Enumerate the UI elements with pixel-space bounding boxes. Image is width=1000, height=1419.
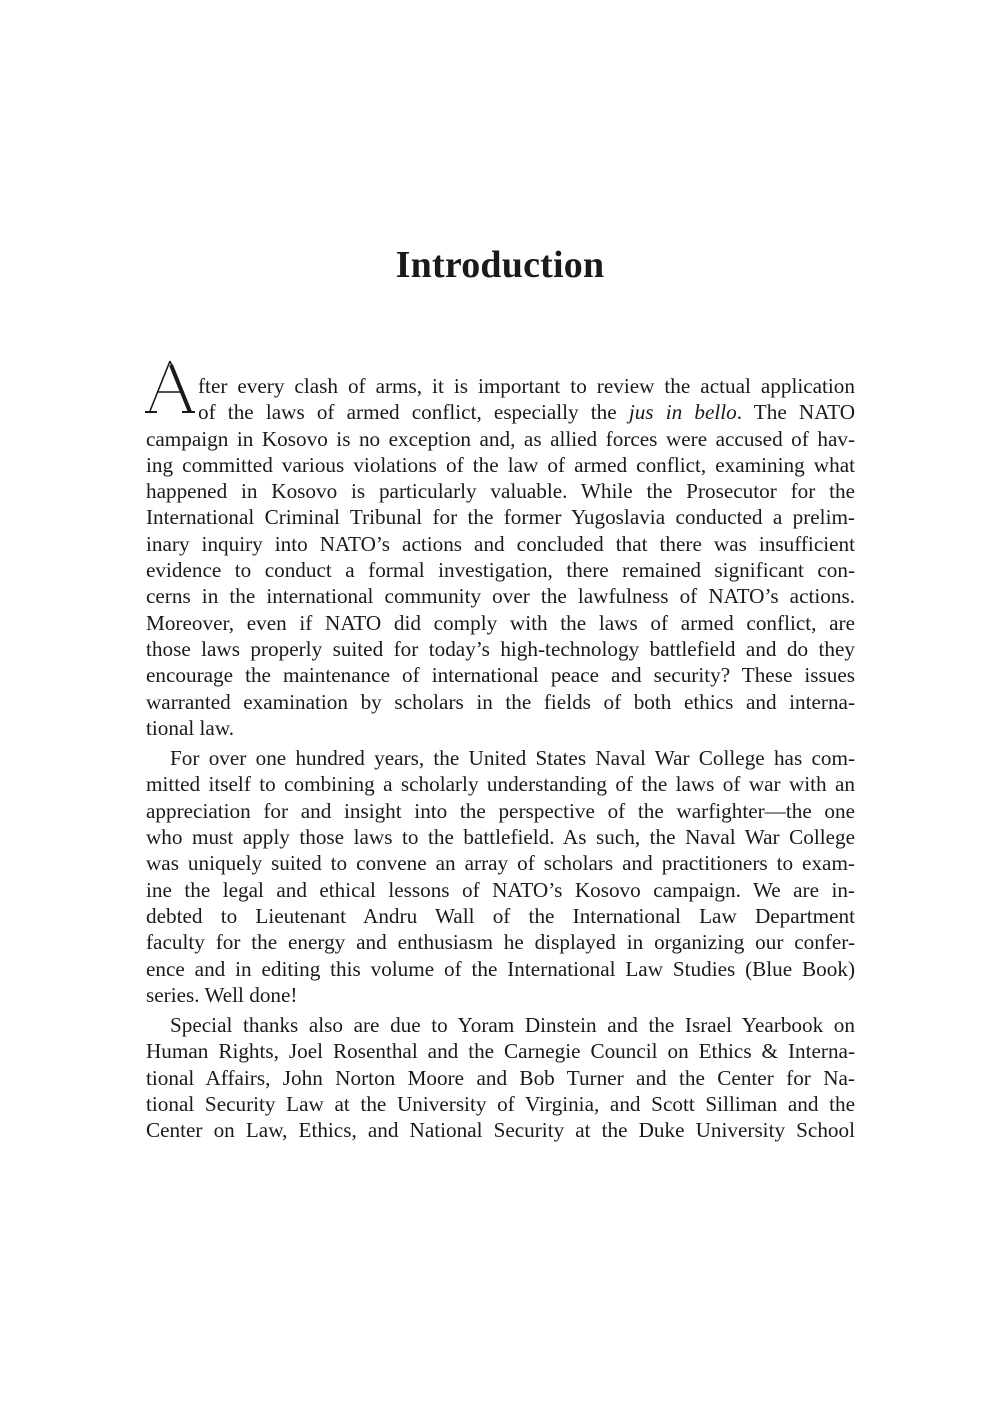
paragraph-1	[146, 373, 855, 741]
text-line: debted to Lieutenant Andru Wall of the International Law Department	[146, 903, 855, 928]
text-line: appreciation for and insight into the perspective of the warfighter—the one	[146, 798, 855, 823]
text-line: happened in Kosovo is particularly valuable. While the Prosecutor for the	[146, 479, 855, 504]
text-line: who must apply those laws to the battlefield. As such, the Naval War College	[146, 825, 855, 850]
text-line: Moreover, even if NATO did comply with the laws of armed conflict, are	[146, 610, 855, 635]
text-line: Center on Law, Ethics, and National Security at the Duke University School	[146, 1118, 855, 1143]
text-line: cerns in the international community over the lawfulness of NATO’s actions.	[146, 584, 855, 609]
text-line: evidence to conduct a formal investigation, there remained significant con-	[146, 558, 855, 583]
text-line: fter every clash of arms, it is important to review the actual application	[198, 374, 855, 398]
text-line: those laws properly suited for today’s high-technology battlefield and do they	[146, 636, 855, 661]
text-segment: of the laws of armed conflict, especially the	[198, 400, 629, 425]
text-line: International Criminal Tribunal for the former Yugoslavia conducted a prelim-	[146, 505, 855, 530]
page-title: Introduction	[395, 244, 605, 286]
text-line: ence and in editing this volume of the International Law Studies (Blue Book)	[146, 956, 855, 981]
body-text	[146, 373, 855, 1144]
italic-phrase: jus in bello	[628, 400, 737, 425]
text-line: tional Security Law at the University of Virginia, and Scott Silliman and the	[146, 1092, 855, 1117]
text-line: Human Rights, Joel Rosenthal and the Carnegie Council on Ethics & Interna-	[146, 1039, 855, 1064]
text-line	[146, 399, 855, 425]
text-line: tional Affairs, John Norton Moore and Bob Turner and the Center for Na-	[146, 1065, 855, 1090]
text-line: tional law.	[146, 715, 235, 740]
text-line: warranted examination by scholars in the fields of both ethics and interna-	[146, 689, 855, 714]
paragraph-3	[146, 1012, 855, 1143]
text-line: ine the legal and ethical lessons of NATO’s Kosovo campaign. We are in-	[146, 877, 855, 902]
text-line: inary inquiry into NATO’s actions and concluded that there was insufficient	[146, 531, 855, 556]
text-line: encourage the maintenance of international peace and security? These issues	[146, 663, 855, 688]
text-line: was uniquely suited to convene an array of scholars and practitioners to exam-	[146, 851, 855, 876]
paragraph-2	[146, 745, 855, 1008]
text-line: For over one hundred years, the United States Naval War College has com-	[170, 746, 855, 771]
drop-cap-a	[144, 359, 196, 417]
text-segment: . The NATO	[736, 400, 855, 425]
text-line: series. Well done!	[146, 982, 298, 1007]
text-line: campaign in Kosovo is no exception and, as allied forces were accused of hav-	[146, 426, 855, 451]
text-line: mitted itself to combining a scholarly understanding of the laws of war with an	[146, 772, 855, 797]
text-line: ing committed various violations of the law of armed conflict, examining what	[146, 452, 855, 477]
text-line: faculty for the energy and enthusiasm he displayed in organizing our confer-	[146, 930, 855, 955]
text-line: Special thanks also are due to Yoram Dinstein and the Israel Yearbook on	[170, 1013, 855, 1038]
